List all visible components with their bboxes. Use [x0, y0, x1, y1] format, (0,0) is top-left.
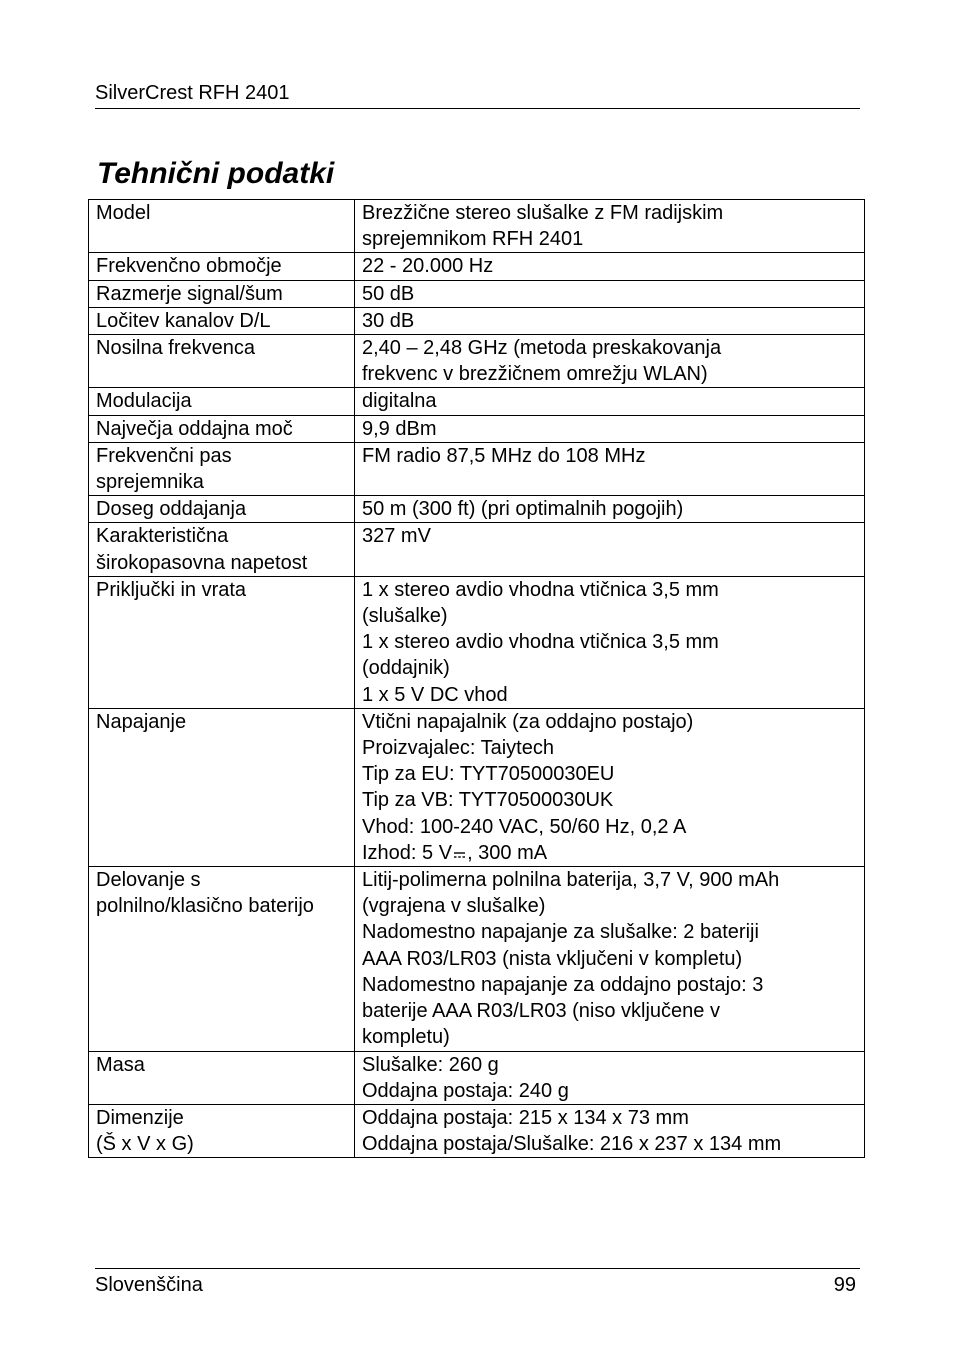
- spec-value-line: Nadomestno napajanje za slušalke: 2 bateriji: [362, 921, 759, 944]
- spec-value-line: (vgrajena v slušalke): [362, 895, 546, 918]
- spec-value: [355, 708, 865, 866]
- spec-value-line: Proizvajalec: Taiytech: [362, 737, 554, 760]
- spec-label-line: širokopasovna napetost: [96, 551, 308, 574]
- output-suffix: , 300 mA: [467, 841, 548, 864]
- spec-row-receiver-band: [89, 442, 865, 495]
- spec-row-power-supply: [89, 708, 865, 866]
- spec-label: Masa: [89, 1051, 355, 1104]
- running-header: [95, 80, 860, 109]
- spec-value-line: 9,9 dBm: [362, 417, 437, 440]
- footer-language: Slovenščina: [95, 1274, 203, 1296]
- spec-value: [355, 200, 865, 253]
- spec-row-max-power: [89, 415, 865, 442]
- spec-value-line: digitalna: [362, 390, 437, 413]
- spec-value-line: (slušalke): [362, 605, 448, 628]
- spec-value-line: Brezžične stereo slušalke z FM radijskim: [362, 202, 724, 224]
- header-product-name: SilverCrest RFH 2401: [95, 82, 290, 104]
- spec-row-broadband-voltage: [89, 523, 865, 576]
- spec-value-line: baterije AAA R03/LR03 (niso vključene v: [362, 1000, 720, 1023]
- spec-value: [355, 523, 865, 576]
- spec-label: [89, 523, 355, 576]
- spec-label: Model: [89, 200, 355, 253]
- spec-label-line: Delovanje s: [96, 869, 201, 892]
- spec-value: [355, 388, 865, 415]
- spec-value: [355, 307, 865, 334]
- spec-row-ports: [89, 576, 865, 708]
- spec-label: Priključki in vrata: [89, 576, 355, 708]
- spec-value-line: 327 mV: [362, 525, 431, 548]
- spec-label-line: polnilno/klasično baterijo: [96, 895, 314, 918]
- spec-label: Razmerje signal/šum: [89, 280, 355, 307]
- output-prefix: Izhod: 5 V: [362, 841, 453, 864]
- specs-table: [88, 199, 865, 1158]
- spec-label: Frekvenčno območje: [89, 253, 355, 280]
- spec-label: Modulacija: [89, 388, 355, 415]
- spec-value-line: kompletu): [362, 1026, 450, 1049]
- spec-label: Doseg oddajanja: [89, 496, 355, 523]
- spec-row-battery: [89, 867, 865, 1051]
- spec-value: [355, 280, 865, 307]
- spec-value-line: 22 - 20.000 Hz: [362, 255, 494, 278]
- spec-label: Napajanje: [89, 708, 355, 866]
- dc-current-icon: [453, 850, 466, 860]
- spec-value-line: frekvenc v brezžičnem omrežju WLAN): [362, 363, 708, 386]
- spec-label-line: sprejemnika: [96, 471, 204, 494]
- spec-value-line: 50 dB: [362, 282, 415, 305]
- spec-value: [355, 253, 865, 280]
- page-number: 99: [833, 1274, 856, 1296]
- spec-value: [355, 576, 865, 708]
- spec-row-snr: [89, 280, 865, 307]
- spec-value-line: 2,40 – 2,48 GHz (metoda preskakovanja: [362, 337, 722, 360]
- spec-value: [355, 1104, 865, 1157]
- spec-value-line: Vtični napajalnik (za oddajno postajo): [362, 710, 694, 733]
- spec-value-line: Nadomestno napajanje za oddajno postajo: 3: [362, 973, 764, 996]
- spec-value-line: Oddajna postaja: 240 g: [362, 1079, 569, 1102]
- spec-label: Največja oddajna moč: [89, 415, 355, 442]
- spec-value-line: 1 x stereo avdio vhodna vtičnica 3,5 mm: [362, 631, 719, 654]
- page-footer: [95, 1268, 860, 1298]
- spec-label-line: Frekvenčni pas: [96, 444, 232, 467]
- spec-label: [89, 442, 355, 495]
- spec-label: Ločitev kanalov D/L: [89, 307, 355, 334]
- spec-value-line: 1 x stereo avdio vhodna vtičnica 3,5 mm: [362, 578, 719, 601]
- spec-value: [355, 442, 865, 495]
- page-title: Tehnični podatki: [97, 157, 335, 190]
- spec-value-line: sprejemnikom RFH 2401: [362, 228, 584, 251]
- spec-value-line: 1 x 5 V DC vhod: [362, 683, 508, 706]
- spec-value-line: Tip za EU: TYT70500030EU: [362, 763, 615, 786]
- spec-value-line: Litij-polimerna polnilna baterija, 3,7 V, 900 mAh: [362, 869, 780, 892]
- spec-value-line: FM radio 87,5 MHz do 108 MHz: [362, 444, 646, 467]
- spec-label: [89, 1104, 355, 1157]
- spec-label-line: (Š x V x G): [96, 1133, 194, 1156]
- spec-value: [355, 867, 865, 1051]
- spec-value-line: 30 dB: [362, 309, 415, 332]
- spec-value: [355, 415, 865, 442]
- spec-value-line: (oddajnik): [362, 657, 450, 680]
- spec-value-line: Oddajna postaja: 215 x 134 x 73 mm: [362, 1106, 689, 1129]
- spec-value-line: Slušalke: 260 g: [362, 1053, 499, 1076]
- spec-row-dimensions: [89, 1104, 865, 1157]
- spec-row-channel-separation: [89, 307, 865, 334]
- spec-value-line: Tip za VB: TYT70500030UK: [362, 789, 614, 812]
- spec-value-line: Oddajna postaja/Slušalke: 216 x 237 x 134 mm: [362, 1133, 782, 1156]
- spec-row-range: [89, 496, 865, 523]
- spec-value: [355, 496, 865, 523]
- spec-value-line: Vhod: 100-240 VAC, 50/60 Hz, 0,2 A: [362, 815, 687, 838]
- spec-label-line: Dimenzije: [96, 1106, 184, 1129]
- spec-row-model: [89, 200, 865, 253]
- spec-label: Nosilna frekvenca: [89, 335, 355, 388]
- spec-row-frequency-range: [89, 253, 865, 280]
- spec-value: [355, 1051, 865, 1104]
- spec-row-mass: [89, 1051, 865, 1104]
- spec-label-line: Karakteristična: [96, 525, 229, 548]
- spec-value-line: 50 m (300 ft) (pri optimalnih pogojih): [362, 498, 684, 521]
- spec-row-carrier-frequency: [89, 335, 865, 388]
- spec-value: [355, 335, 865, 388]
- spec-value-line-output: [362, 840, 857, 866]
- spec-row-modulation: [89, 388, 865, 415]
- spec-value-line: AAA R03/LR03 (nista vključeni v kompletu): [362, 947, 743, 970]
- spec-label: [89, 867, 355, 1051]
